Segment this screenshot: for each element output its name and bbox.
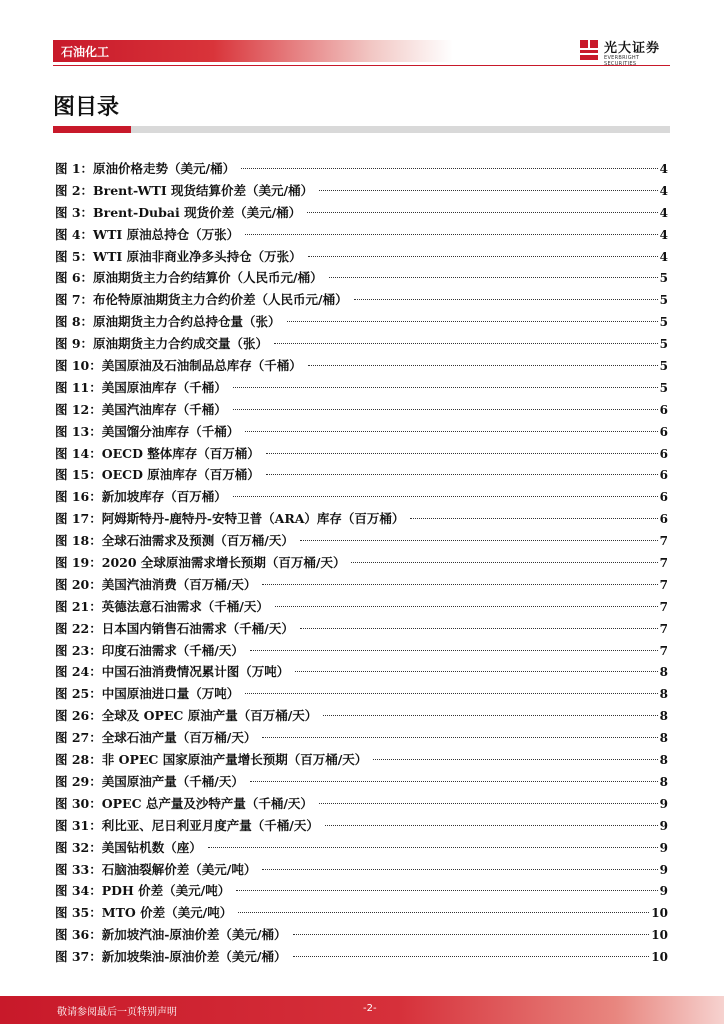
toc-leader-dots (308, 365, 658, 366)
toc-entry-label: 图 17：阿姆斯特丹-鹿特丹-安特卫普（ARA）库存（百万桶） (55, 511, 405, 527)
toc-entry[interactable] (55, 399, 668, 421)
toc-leader-dots (300, 540, 658, 541)
toc-leader-dots (307, 212, 658, 213)
toc-leader-dots (295, 671, 657, 672)
toc-leader-dots (275, 606, 658, 607)
toc-entry-page: 5 (659, 315, 668, 330)
toc-leader-dots (262, 869, 657, 870)
toc-entry[interactable] (55, 158, 668, 180)
toc-entry-page: 7 (659, 621, 668, 636)
brand-name-en: EVERBRIGHT SECURITIES (604, 55, 640, 67)
toc-leader-dots (319, 803, 658, 804)
brand-logo-icon (578, 39, 600, 61)
toc-entry-page: 8 (659, 731, 668, 746)
toc-entry-label: 图 24：中国石油消费情况累计图（万吨） (55, 664, 290, 680)
toc-entry-label: 图 35：MTO 价差（美元/吨） (55, 905, 233, 921)
toc-entry[interactable] (55, 771, 668, 793)
toc-entry-label: 图 36：新加坡汽油-原油价差（美元/桶） (55, 927, 287, 943)
toc-leader-dots (245, 234, 658, 235)
toc-leader-dots (293, 956, 650, 957)
toc-entry-page: 4 (659, 162, 668, 176)
toc-leader-dots (245, 431, 657, 432)
toc-leader-dots (287, 321, 658, 322)
page-title: 图目录 (53, 95, 120, 120)
toc-entry-page: 7 (659, 643, 668, 658)
toc-entry[interactable] (55, 486, 668, 508)
toc-leader-dots (233, 496, 658, 497)
toc-leader-dots (325, 825, 658, 826)
toc-entry-page: 7 (659, 599, 668, 614)
toc-entry[interactable] (55, 464, 668, 486)
toc-entry-label: 图 23：印度石油需求（千桶/天） (55, 642, 244, 658)
toc-leader-dots (266, 474, 658, 475)
toc-entry[interactable] (55, 705, 668, 727)
toc-entry-page: 9 (659, 840, 668, 855)
toc-entry[interactable] (55, 727, 668, 749)
header-section-band (53, 40, 453, 62)
toc-entry-label: 图 11：美国原油库存（千桶） (55, 379, 227, 395)
toc-entry-page: 8 (659, 774, 668, 789)
toc-entry-page: 6 (659, 402, 668, 417)
toc-entry[interactable] (55, 224, 668, 246)
toc-entry[interactable] (55, 333, 668, 355)
section-label: 石油化工 (61, 45, 110, 59)
toc-entry-page: 5 (659, 380, 668, 395)
toc-entry-page: 8 (659, 753, 668, 768)
toc-entry-page: 5 (659, 271, 668, 286)
toc-leader-dots (262, 737, 657, 738)
figure-list (55, 158, 668, 968)
toc-entry-label: 图 7：布伦特原油期货主力合约价差（人民币元/桶） (55, 292, 348, 308)
toc-entry-label: 图 31：利比亚、尼日利亚月度产量（千桶/天） (55, 817, 319, 833)
toc-leader-dots (300, 628, 658, 629)
toc-entry-label: 图 3：Brent-Dubai 现货价差（美元/桶） (55, 204, 302, 220)
toc-entry[interactable] (55, 837, 668, 859)
toc-entry-page: 6 (659, 468, 668, 483)
toc-leader-dots (245, 693, 657, 694)
toc-entry[interactable] (55, 421, 668, 443)
toc-entry[interactable] (55, 377, 668, 399)
toc-leader-dots (329, 277, 658, 278)
toc-entry[interactable] (55, 508, 668, 530)
toc-entry[interactable] (55, 574, 668, 596)
toc-entry[interactable] (55, 749, 668, 771)
toc-leader-dots (250, 781, 658, 782)
toc-entry[interactable] (55, 311, 668, 333)
brand-logo (578, 37, 673, 65)
toc-entry-label: 图 21：英德法意石油需求（千桶/天） (55, 598, 269, 614)
toc-leader-dots (323, 715, 657, 716)
toc-entry[interactable] (55, 443, 668, 465)
page-number: -2- (363, 1003, 377, 1014)
toc-entry[interactable] (55, 530, 668, 552)
toc-entry[interactable] (55, 202, 668, 224)
toc-entry-label: 图 16：新加坡库存（百万桶） (55, 489, 227, 505)
toc-entry-page: 7 (659, 534, 668, 549)
toc-leader-dots (373, 759, 657, 760)
toc-entry-label: 图 8：原油期货主力合约总持仓量（张） (55, 314, 281, 330)
toc-entry[interactable] (55, 552, 668, 574)
toc-entry-label: 图 26：全球及 OPEC 原油产量（百万桶/天） (55, 708, 318, 724)
toc-entry[interactable] (55, 859, 668, 881)
toc-leader-dots (233, 409, 658, 410)
toc-entry-label: 图 20：美国汽油消费（百万桶/天） (55, 576, 257, 592)
toc-entry[interactable] (55, 246, 668, 268)
toc-entry[interactable] (55, 289, 668, 311)
toc-entry-label: 图 6：原油期货主力合约结算价（人民币元/桶） (55, 270, 323, 286)
disclaimer-note: 敬请参阅最后一页特别声明 (57, 1007, 177, 1018)
toc-leader-dots (262, 584, 657, 585)
toc-entry-page: 10 (651, 928, 668, 943)
toc-entry[interactable] (55, 815, 668, 837)
toc-entry[interactable] (55, 267, 668, 289)
title-underline (53, 126, 670, 133)
toc-entry-page: 9 (659, 796, 668, 811)
toc-entry-label: 图 18：全球石油需求及预测（百万桶/天） (55, 533, 294, 549)
footer-band (0, 996, 724, 1024)
toc-entry[interactable] (55, 793, 668, 815)
toc-entry-label: 图 30：OPEC 总产量及沙特产量（千桶/天） (55, 795, 313, 811)
toc-entry-label: 图 22：日本国内销售石油需求（千桶/天） (55, 620, 294, 636)
toc-entry-label: 图 4：WTI 原油总持仓（万张） (55, 226, 240, 242)
toc-entry-page: 8 (659, 687, 668, 702)
toc-entry-page: 7 (659, 577, 668, 592)
toc-entry[interactable] (55, 355, 668, 377)
toc-entry-label: 图 14：OECD 整体库存（百万桶） (55, 445, 260, 461)
toc-entry-label: 图 34：PDH 价差（美元/吨） (55, 883, 231, 899)
toc-entry-label: 图 2：Brent-WTI 现货结算价差（美元/桶） (55, 182, 314, 198)
toc-entry[interactable] (55, 924, 668, 946)
toc-entry[interactable] (55, 902, 668, 924)
toc-leader-dots (274, 343, 658, 344)
toc-leader-dots (319, 190, 658, 191)
toc-entry[interactable] (55, 661, 668, 683)
brand-name-cn: 光大证券 (604, 41, 661, 56)
toc-entry-page: 6 (659, 446, 668, 461)
toc-entry-page: 6 (659, 490, 668, 505)
toc-leader-dots (241, 168, 658, 169)
toc-entry-label: 图 37：新加坡柴油-原油价差（美元/桶） (55, 949, 287, 965)
toc-leader-dots (238, 912, 649, 913)
toc-entry-page: 4 (659, 205, 668, 220)
toc-leader-dots (293, 934, 650, 935)
toc-entry-label: 图 25：中国原油进口量（万吨） (55, 686, 240, 702)
toc-entry-label: 图 13：美国馏分油库存（千桶） (55, 423, 240, 439)
toc-entry-page: 4 (659, 183, 668, 198)
toc-entry-label: 图 32：美国钻机数（座） (55, 839, 202, 855)
toc-entry-page: 10 (651, 950, 668, 965)
toc-leader-dots (266, 453, 658, 454)
toc-entry-label: 图 33：石脑油裂解价差（美元/吨） (55, 861, 257, 877)
toc-entry-page: 8 (659, 665, 668, 680)
toc-entry[interactable] (55, 640, 668, 662)
toc-entry-label: 图 10：美国原油及石油制品总库存（千桶） (55, 358, 302, 374)
toc-entry-page: 9 (659, 884, 668, 899)
toc-leader-dots (410, 518, 657, 519)
toc-entry-label: 图 5：WTI 原油非商业净多头持仓（万张） (55, 248, 302, 264)
toc-entry[interactable] (55, 880, 668, 902)
toc-entry-page: 5 (659, 293, 668, 308)
toc-entry-label: 图 9：原油期货主力合约成交量（张） (55, 336, 269, 352)
toc-entry-page: 9 (659, 862, 668, 877)
toc-entry-page: 9 (659, 818, 668, 833)
toc-entry-page: 7 (659, 556, 668, 571)
toc-leader-dots (208, 847, 658, 848)
toc-entry-page: 5 (659, 337, 668, 352)
toc-entry-page: 8 (659, 709, 668, 724)
header-divider (53, 65, 670, 66)
toc-entry[interactable] (55, 180, 668, 202)
toc-leader-dots (236, 890, 657, 891)
toc-entry[interactable] (55, 683, 668, 705)
toc-entry-page: 4 (659, 227, 668, 242)
toc-entry[interactable] (55, 946, 668, 968)
toc-entry-label: 图 27：全球石油产量（百万桶/天） (55, 730, 257, 746)
toc-entry-label: 图 19：2020 全球原油需求增长预期（百万桶/天） (55, 555, 346, 571)
toc-leader-dots (351, 562, 657, 563)
toc-entry-page: 6 (659, 424, 668, 439)
toc-entry-page: 6 (659, 512, 668, 527)
toc-entry-label: 图 28：非 OPEC 国家原油产量增长预期（百万桶/天） (55, 752, 368, 768)
toc-entry-page: 4 (659, 249, 668, 264)
toc-entry[interactable] (55, 596, 668, 618)
toc-entry-label: 图 15：OECD 原油库存（百万桶） (55, 467, 260, 483)
toc-entry-page: 5 (659, 359, 668, 374)
title-underline-accent (53, 126, 131, 133)
toc-entry[interactable] (55, 618, 668, 640)
toc-leader-dots (250, 650, 658, 651)
toc-entry-page: 10 (651, 906, 668, 921)
toc-entry-label: 图 12：美国汽油库存（千桶） (55, 401, 227, 417)
toc-leader-dots (354, 299, 658, 300)
toc-leader-dots (233, 387, 658, 388)
toc-leader-dots (308, 256, 658, 257)
toc-entry-label: 图 29：美国原油产量（千桶/天） (55, 773, 244, 789)
toc-entry-label: 图 1：原油价格走势（美元/桶） (55, 161, 236, 176)
